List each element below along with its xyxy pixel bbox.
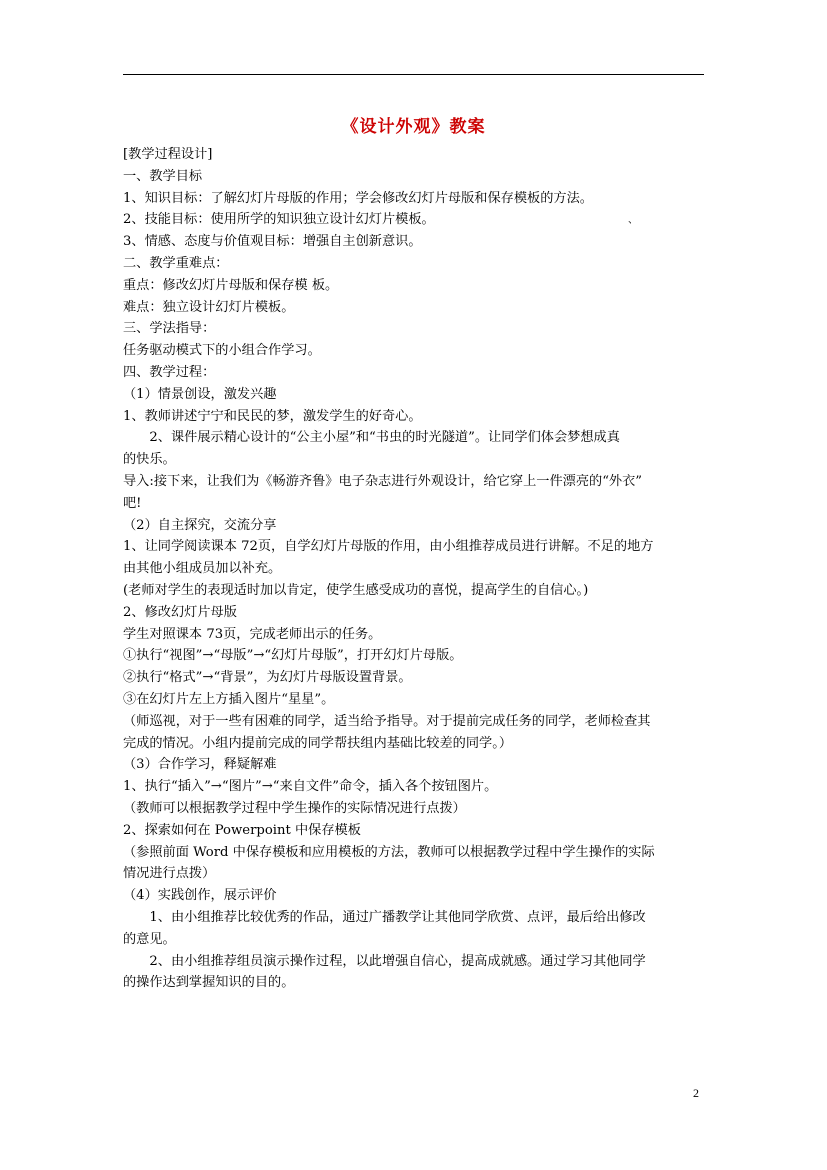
body-line: （教师可以根据教学过程中学生操作的实际情况进行点拨） [123, 801, 466, 816]
body-line: (老师对学生的表现适时加以肯定，使学生感受成功的喜悦，提高学生的自信心。) [123, 583, 589, 598]
body-line: （2）自主探究，交流分享 [123, 517, 277, 533]
body-line: 四、教学过程： [123, 365, 216, 380]
body-line: 的意见。 [123, 931, 176, 947]
document-title: 《设计外观》教案 [341, 117, 486, 137]
body-line: （4）实践创作，展示评价 [123, 888, 277, 904]
stray-mark: 、 [628, 215, 638, 226]
body-line: ③在幻灯片左上方插入图片“星星”。 [123, 692, 335, 707]
body-line: 2、技能目标：使用所学的知识独立设计幻灯片模板。 [123, 212, 435, 228]
body-line: （师巡视，对于一些有困难的同学，适当给予指导。对于提前完成任务的同学，老师检查其 [123, 713, 651, 729]
body-line: （1）情景创设，激发兴趣 [123, 386, 277, 402]
body-line: 任务驱动模式下的小组合作学习。 [123, 343, 321, 359]
body-line: （3）合作学习，释疑解难 [123, 757, 277, 773]
body-line: 导入:接下来，让我们为《畅游齐鲁》电子杂志进行外观设计，给它穿上一件漂亮的“外衣” [123, 474, 643, 489]
body-line: 2、课件展示精心设计的“公主小屋”和“书虫的时光隧道”。让同学们体会梦想成真 [123, 430, 620, 446]
body-line: 的快乐。 [123, 452, 176, 468]
body-line: （参照前面 Word 中保存模板和应用模板的方法，教师可以根据教学过程中学生操作的实际 [123, 844, 655, 860]
body-line: 的操作达到掌握知识的目的。 [123, 975, 295, 991]
header-rule [123, 74, 704, 75]
body-line: 1、教师讲述宁宁和民民的梦，激发学生的好奇心。 [123, 408, 422, 424]
body-line: ②执行“格式”→“背景”，为幻灯片母版设置背景。 [123, 670, 412, 686]
body-line: 重点：修改幻灯片母版和保存模 板。 [123, 277, 339, 293]
body-line: 情况进行点拨） [123, 866, 216, 882]
body-line: 2、由小组推荐组员演示操作过程，以此增强自信心，提高成就感。通过学习其他同学 [123, 953, 646, 969]
body-line: ①执行“视图”→“母版”→“幻灯片母版”，打开幻灯片母版。 [123, 648, 463, 664]
body-line: 三、学法指导： [123, 321, 216, 337]
body-line: 难点：独立设计幻灯片模板。 [123, 299, 295, 315]
body-line: 由其他小组成员加以补充。 [123, 561, 282, 577]
page-number: 2 [693, 1086, 699, 1100]
body-line: 2、修改幻灯片母版 [123, 604, 237, 620]
body-line: 1、让同学阅读课本 72页，自学幻灯片母版的作用，由小组推荐成员进行讲解。不足的地方 [123, 539, 654, 555]
body-line: 一、教学目标 [123, 168, 203, 184]
body-line: 2、探索如何在 Powerpoint 中保存模板 [123, 822, 361, 838]
body-line: 吧! [123, 495, 142, 511]
body-line: 1、由小组推荐比较优秀的作品，通过广播教学让其他同学欣赏、点评，最后给出修改 [123, 910, 646, 925]
body-line: 1、知识目标：了解幻灯片母版的作用；学会修改幻灯片母版和保存模板的方法。 [123, 190, 593, 206]
body-line: 学生对照课本 73页，完成老师出示的任务。 [123, 626, 382, 642]
body-line: 二、教学重难点： [123, 256, 229, 271]
body-line: 完成的情况。小组内提前完成的同学帮扶组内基础比较差的同学。） [123, 735, 513, 751]
body-line: 3、情感、态度与价值观目标：增强自主创新意识。 [123, 234, 422, 250]
body-line: 1、执行“插入”→“图片”→“来自文件”命令，插入各个按钮图片。 [123, 779, 498, 795]
body-line: [教学过程设计] [123, 147, 213, 162]
